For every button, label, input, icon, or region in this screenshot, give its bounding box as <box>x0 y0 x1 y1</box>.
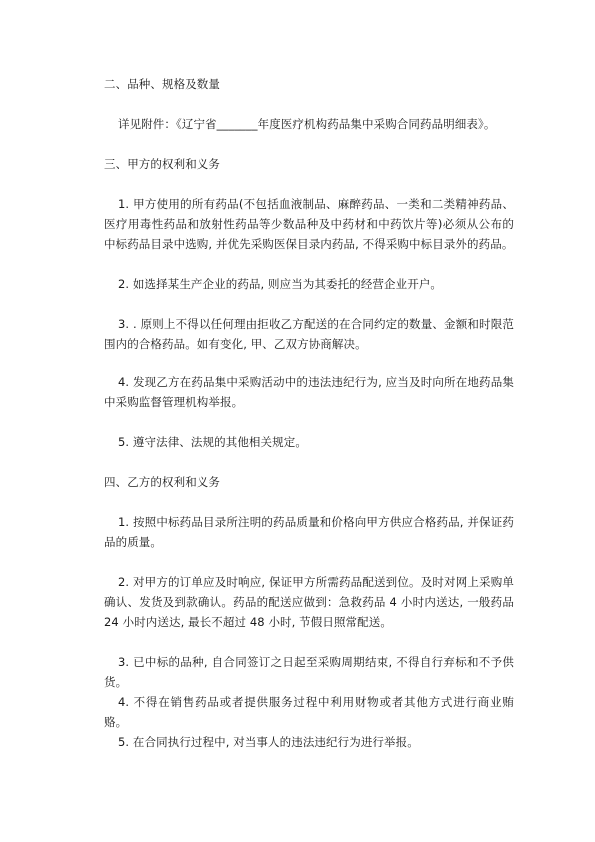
clause-text: 4. 发现乙方在药品集中采购活动中的违法违纪行为, 应当及时向所在地药品集中采购监督管理机构举报。 <box>104 375 514 409</box>
section-heading-varieties <box>104 74 514 94</box>
party-b-item-4 <box>104 692 514 732</box>
clause-text: 5. 在合同执行过程中, 对当事人的违法违纪行为进行举报。 <box>118 735 419 749</box>
clause-text: 1. 按照中标药品目录所注明的药品质量和价格向甲方供应合格药品, 并保证药品的质量。 <box>104 515 514 549</box>
attachment-reference <box>104 114 514 134</box>
party-a-item-3 <box>104 314 514 354</box>
party-b-item-5 <box>104 732 514 752</box>
clause-text: 5. 遵守法律、法规的其他相关规定。 <box>118 435 307 449</box>
clause-text: 2. 如选择某生产企业的药品, 则应当为其委托的经营企业开户。 <box>118 277 443 291</box>
party-b-item-3 <box>104 652 514 692</box>
clause-text: 3. 已中标的品种, 自合同签订之日起至采购周期结束, 不得自行弃标和不予供货。 <box>104 655 514 689</box>
section-heading: 二、品种、规格及数量 <box>104 77 220 91</box>
section-heading-party-b <box>104 472 514 492</box>
paragraph: 详见附件：《辽宁省_______年度医疗机构药品集中采购合同药品明细表》。 <box>118 117 496 131</box>
party-a-item-2 <box>104 274 514 294</box>
party-b-item-1 <box>104 512 514 552</box>
clause-text: 4. 不得在销售药品或者提供服务过程中利用财物或者其他方式进行商业贿赂。 <box>104 695 514 729</box>
section-heading: 四、乙方的权利和义务 <box>104 475 220 489</box>
clause-text: 1. 甲方使用的所有药品(不包括血液制品、麻醉药品、一类和二类精神药品、医疗用毒性药品和放射性药品等少数品种及中药材和中药饮片等)必须从公布的中标药品目录中选购, 并优先采购医保目录内药品, 不得采购中标目录外的药品。 <box>104 197 514 251</box>
party-b-item-2 <box>104 572 514 632</box>
party-a-item-1 <box>104 194 514 254</box>
party-a-item-5 <box>104 432 514 452</box>
clause-text: 2. 对甲方的订单应及时响应, 保证甲方所需药品配送到位。及时对网上采购单确认、发货及到款确认。药品的配送应做到：急救药品 4 小时内送达, 一般药品 24 小时内送达, 最长不超过 48 小时, 节假日照常配送。 <box>104 575 514 629</box>
clause-text: 3. . 原则上不得以任何理由拒收乙方配送的在合同约定的数量、金额和时限范围内的合格药品。如有变化, 甲、乙双方协商解决。 <box>104 317 514 351</box>
section-heading-party-a <box>104 154 514 174</box>
party-a-item-4 <box>104 372 514 412</box>
section-heading: 三、甲方的权利和义务 <box>104 157 220 171</box>
